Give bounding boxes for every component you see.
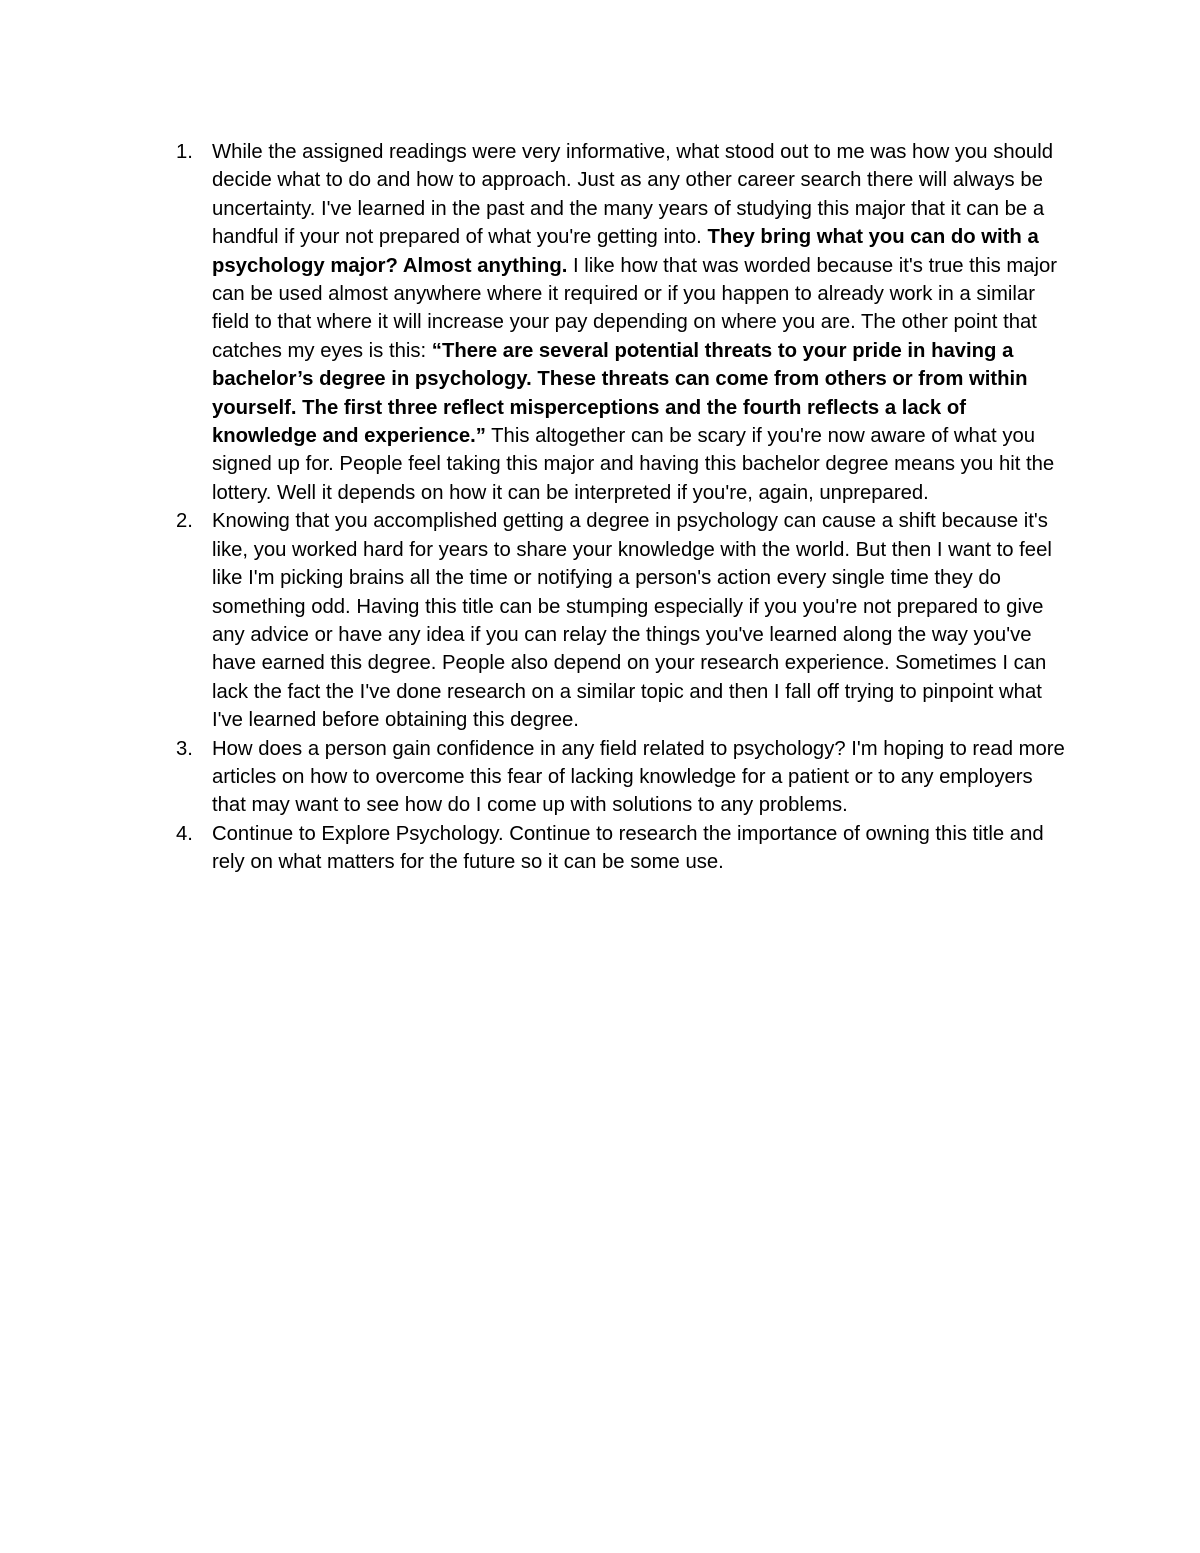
text-segment: While the assigned readings were very informative, what stood out to me was how you should decide what to do and how to approach. Just as any other career search there will always be uncertainty. I've learned in the past and the many years of studying this major that it can be a handful if your not prepared of what you're getting into. [212, 141, 1053, 249]
text-segment: This altogether can be scary if you're now aware of what you signed up for. People feel taking this major and having this bachelor degree means you hit the lottery. Well it depends on how it can be interpreted if you're, again, unprepared. [212, 425, 1055, 504]
list-item-text [212, 510, 1052, 731]
bold-text-segment: They bring what you can do with a psychology major? Almost anything. [212, 226, 1039, 277]
list-item-text [212, 823, 1044, 873]
list-item-number: 3. [176, 737, 193, 760]
list-item-text [212, 738, 1065, 817]
numbered-list [170, 138, 1070, 877]
list-item [170, 820, 1070, 877]
text-segment: How does a person gain confidence in any field related to psychology? I'm hoping to read more articles on how to overcome this fear of lacking knowledge for a patient or to any employers that may want to see how do I come up with solutions to any problems. [212, 737, 1065, 817]
list-item-text [212, 141, 1057, 504]
text-segment: Knowing that you accomplished getting a degree in psychology can cause a shift because it's like, you worked hard for years to share your knowledge with the world. But then I want to feel like I'm picking brains all the time or notifying a person's action every single time they do something odd. Having this title can be stumping especially if you you're not prepared to give any advice or have any idea if you can relay the things you've learned along the way you've have earned this degree. People also depend on your research experience. Sometimes I can lack the fact the I've done research on a similar topic and then I fall off trying to pinpoint what I've learned before obtaining this degree. [212, 510, 1052, 732]
bold-quote-segment: “There are several potential threats to your pride in having a bachelor’s degree in psychology. These threats can come from others or from within yourself. The first three reflect misperceptions and the fourth reflects a lack of knowledge and experience.” [212, 339, 1028, 448]
text-segment: Continue to Explore Psychology. Continue to research the importance of owning this title and rely on what matters for the future so it can be some use. [212, 822, 1044, 874]
list-item [170, 138, 1070, 507]
list-item-number: 1. [176, 141, 193, 163]
list-item [170, 735, 1070, 820]
text-segment: I like how that was worded because it's true this major can be used almost anywhere where it required or if you happen to already work in a similar field to that where it will increase your pay depending on where you are. The other point that catches my eyes is this: [212, 254, 1058, 362]
list-item-number: 4. [176, 822, 193, 845]
list-item-number: 2. [176, 510, 193, 533]
list-item [170, 507, 1070, 734]
